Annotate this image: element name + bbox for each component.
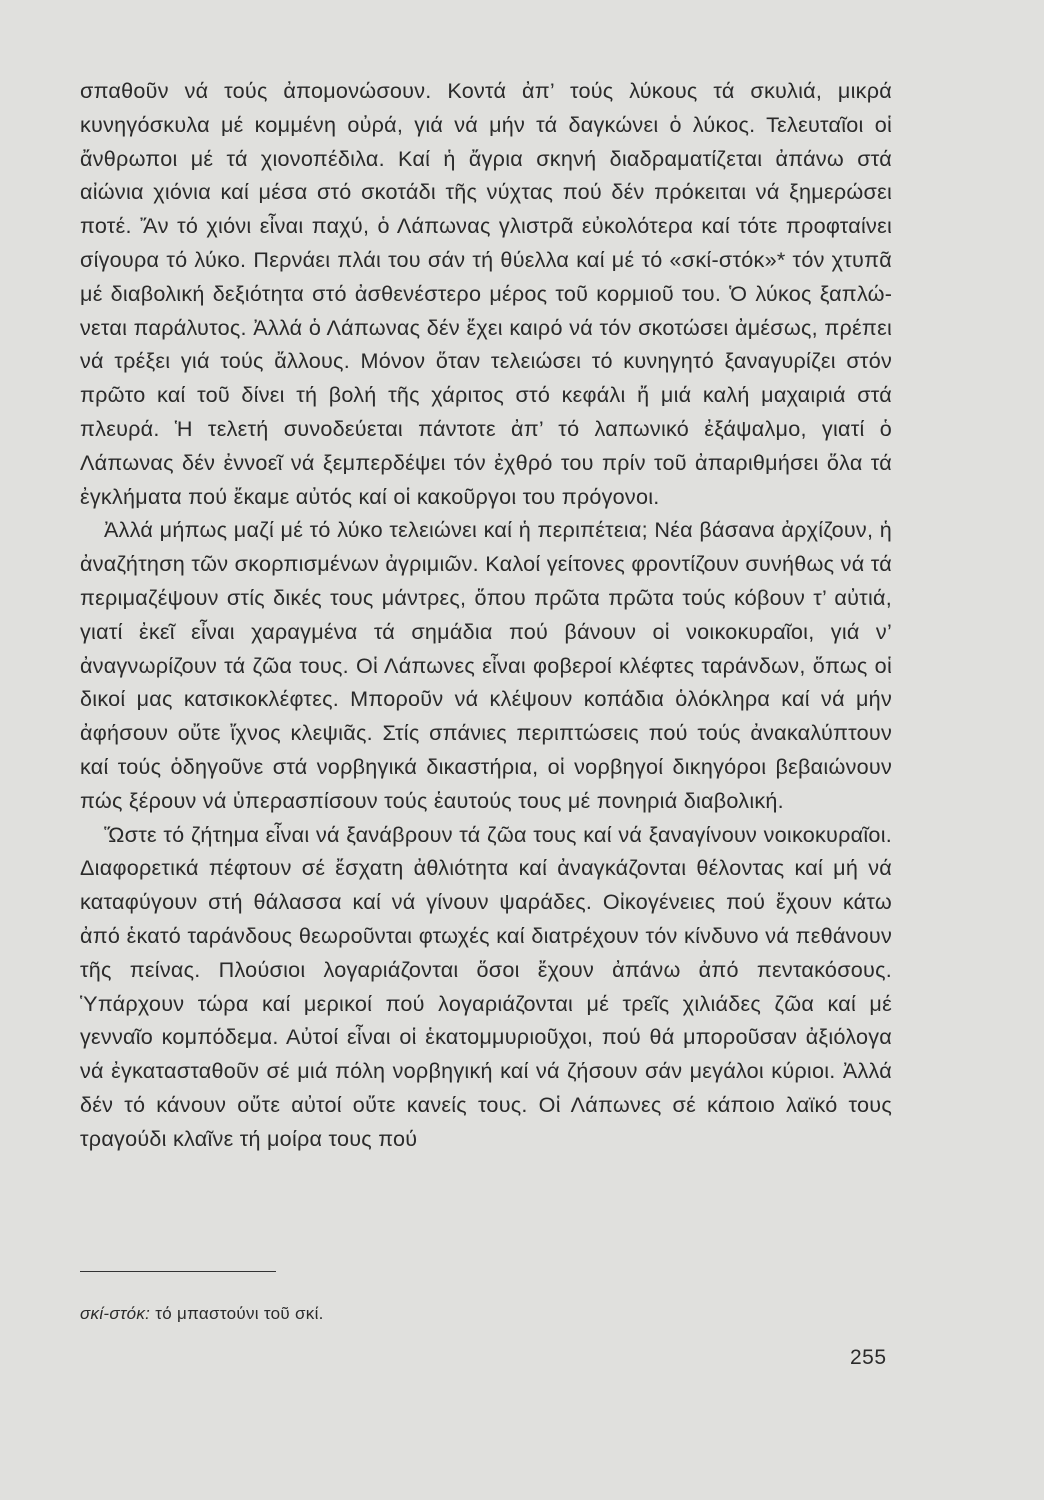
footnote-term: σκί-στόκ: bbox=[80, 1304, 151, 1323]
page-number: 255 bbox=[850, 1346, 887, 1369]
footnote-divider bbox=[80, 1271, 276, 1272]
paragraph-3: Ὥστε τό ζήτημα εἶναι νά ξανάβρουν τά ζῶα τους καί νά ξαναγίνουν νοικοκυραῖοι. Διαφορετικά πέφτουν σέ ἔσχατη ἀθλιότητα καί ἀναγκάζονται θέλοντας καί μή νά καταφύγουν στή θάλασσα καί νά γίνουν ψαράδες. Οἰκογένειες πού ἔχουν κάτω ἀπό ἑκατό ταράνδους θεωροῦνται φτωχές καί διατρέχουν τόν κίνδυνο νά πεθάνουν τῆς πείνας. Πλούσιοι λογαριάζονται ὅσοι ἔχουν ἀπάνω ἀπό πεντακόσους. Ὑπάρχουν τώρα καί μερικοί πού λογαριάζονται μέ τρεῖς χιλιάδες ζῶα καί μέ γενναῖο κομπόδεμα. Αὐτοί εἶναι οἱ ἑκατομμυριοῦχοι, πού θά μποροῦσαν ἀξιόλογα νά ἐγκατασταθοῦν σέ μιά πόλη νορβηγική καί νά ζήσουν σάν μεγάλοι κύριοι. Ἀλλά δέν τό κάνουν οὔτε αὐτοί οὔτε κανείς τους. Οἱ Λάπωνες σέ κάποιο λαϊκό τους τραγούδι κλαῖνε τή μοίρα τους πού bbox=[80, 821, 892, 1151]
main-text bbox=[80, 74, 892, 1156]
paragraph-2: Ἀλλά μήπως μαζί μέ τό λύκο τελειώνει καί ἡ περιπέτεια; Νέα βάσανα ἀρχίζουν, ἡ ἀναζήτηση τῶν σκορπισμένων ἀγριμιῶν. Καλοί γείτονες φροντίζουν συνήθως νά τά περιμαζέψουν στίς δικές τους μάντρες, ὅπου πρῶτα πρῶτα τούς κόβουν τ’ αὐτιά, γιατί ἐκεῖ εἶναι χαραγμένα τά σημάδια πού βάνουν οἱ νοικοκυραῖοι, γιά ν’ ἀναγνωρίζουν τά ζῶα τους. Οἱ Λάπωνες εἶναι φοβεροί κλέφτες ταράνδων, ὅπως οἱ δικοί μας κατσικοκλέφτες. Μποροῦν νά κλέψουν κοπάδια ὁλόκληρα καί νά μήν ἀφήσουν οὔτε ἴχνος κλεψιᾶς. Στίς σπάνιες περιπτώσεις πού τούς ἀνακαλύπτουν καί τούς ὁδηγοῦνε στά νορβηγικά δικαστήρια, οἱ νορβηγοί δικηγόροι βεβαιώνουν πώς ξέρουν νά ὑπερασπίσουν τούς ἑαυτούς τους μέ πονηριά διαβολική. bbox=[80, 517, 892, 813]
footnote-definition: τό μπαστούνι τοῦ σκί. bbox=[155, 1304, 324, 1323]
paragraph-1: σπαθοῦν νά τούς ἀπομονώσουν. Κοντά ἀπ’ τούς λύκους τά σκυλιά, μικρά κυνηγόσκυλα μέ κομμένη οὐρά, γιά νά μήν τά δαγκώνει ὁ λύκος. Τελευταῖοι οἱ ἄνθρωποι μέ τά χιονοπέδιλα. Καί ἡ ἄγρια σκηνή διαδραματίζεται ἀπάνω στά αἰώνια χιόνια καί μέσα στό σκοτάδι τῆς νύχτας πού δέν πρόκειται νά ξημερώσει ποτέ. Ἄν τό χιόνι εἶναι παχύ, ὁ Λάπωνας γλιστρᾶ εὐκολότερα καί τότε προφταίνει σίγουρα τό λύκο. Περνάει πλάι του σάν τή θύελλα καί μέ τό «σκί-στόκ»* τόν χτυπᾶ μέ διαβολική δεξιότητα στό ἀσθενέστερο μέρος τοῦ κορμιοῦ του. Ὁ λύκος ξαπλώνεται παράλυτος. Ἀλλά ὁ Λάπωνας δέν ἔχει καιρό νά τόν σκοτώσει ἀμέσως, πρέπει νά τρέξει γιά τούς ἄλλους. Μόνον ὅταν τελειώσει τό κυνηγητό ξαναγυρίζει στόν πρῶτο καί τοῦ δίνει τή βολή τῆς χάριτος στό κεφάλι ἤ μιά καλή μαχαιριά στά πλευρά. Ἡ τελετή συνοδεύεται πάντοτε ἀπ’ τό λαπωνικό ἐξάψαλμο, γιατί ὁ Λάπωνας δέν ἐννοεῖ νά ξεμπερδέψει τόν ἐχθρό του πρίν τοῦ ἀπαριθμήσει ὅλα τά ἐγκλήματα πού ἔκαμε αὐτός καί οἱ κακοῦργοι του πρόγονοι. bbox=[80, 78, 892, 509]
footnote bbox=[80, 1303, 324, 1325]
